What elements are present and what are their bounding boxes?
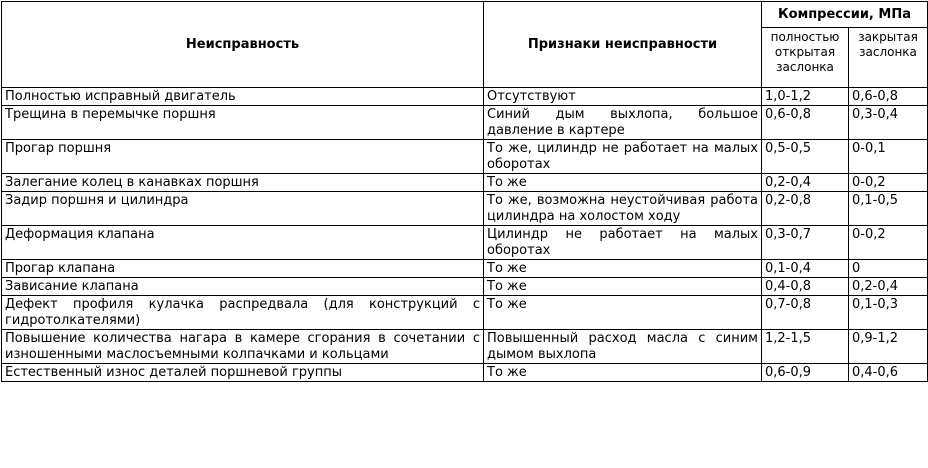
open-cell: 0,1-0,4 xyxy=(762,260,849,278)
table-row xyxy=(2,174,928,192)
closed-cell: 0,9-1,2 xyxy=(849,330,928,364)
signs-cell: То же xyxy=(484,364,762,382)
closed-cell: 0,4-0,6 xyxy=(849,364,928,382)
signs-cell: То же xyxy=(484,278,762,296)
signs-cell: То же, возможна неустойчивая работа цилиндра на холостом ходу xyxy=(484,192,762,226)
fault-cell: Зависание клапана xyxy=(2,278,484,296)
open-cell: 0,5-0,5 xyxy=(762,140,849,174)
open-cell: 0,3-0,7 xyxy=(762,226,849,260)
table-row xyxy=(2,296,928,330)
compression-table xyxy=(1,1,928,382)
closed-cell: 0,2-0,4 xyxy=(849,278,928,296)
signs-cell: То же xyxy=(484,260,762,278)
fault-cell: Задир поршня и цилиндра xyxy=(2,192,484,226)
table-row xyxy=(2,330,928,364)
table-row xyxy=(2,140,928,174)
fault-cell: Прогар клапана xyxy=(2,260,484,278)
fault-cell: Залегание колец в канавках поршня xyxy=(2,174,484,192)
table-row xyxy=(2,260,928,278)
open-cell: 0,6-0,8 xyxy=(762,106,849,140)
fault-cell: Дефект профиля кулачка распредвала (для конструкций с гидротолкателями) xyxy=(2,296,484,330)
open-cell: 0,2-0,8 xyxy=(762,192,849,226)
closed-cell: 0 xyxy=(849,260,928,278)
fault-cell: Полностью исправный двигатель xyxy=(2,88,484,106)
table-row xyxy=(2,226,928,260)
fault-cell: Трещина в перемычке поршня xyxy=(2,106,484,140)
signs-cell: Отсутствуют xyxy=(484,88,762,106)
open-cell: 1,2-1,5 xyxy=(762,330,849,364)
table-row xyxy=(2,106,928,140)
fault-cell: Естественный износ деталей поршневой группы xyxy=(2,364,484,382)
closed-cell: 0-0,2 xyxy=(849,226,928,260)
closed-cell: 0-0,1 xyxy=(849,140,928,174)
open-cell: 0,2-0,4 xyxy=(762,174,849,192)
table-row xyxy=(2,278,928,296)
table-row xyxy=(2,192,928,226)
header-signs: Признаки неисправности xyxy=(484,2,762,88)
open-cell: 0,7-0,8 xyxy=(762,296,849,330)
open-cell: 1,0-1,2 xyxy=(762,88,849,106)
fault-cell: Прогар поршня xyxy=(2,140,484,174)
header-compression: Компрессии, МПа xyxy=(762,2,928,28)
closed-cell: 0,3-0,4 xyxy=(849,106,928,140)
header-fault: Неисправность xyxy=(2,2,484,88)
header-open-throttle: полностью открытая заслонка xyxy=(762,28,849,88)
signs-cell: Повышенный расход масла с синим дымом выхлопа xyxy=(484,330,762,364)
table-row xyxy=(2,88,928,106)
table-body xyxy=(2,88,928,382)
fault-cell: Повышение количества нагара в камере сгорания в сочетании с изношенными маслосъемными колпачками и кольцами xyxy=(2,330,484,364)
fault-cell: Деформация клапана xyxy=(2,226,484,260)
open-cell: 0,6-0,9 xyxy=(762,364,849,382)
open-cell: 0,4-0,8 xyxy=(762,278,849,296)
signs-cell: То же xyxy=(484,296,762,330)
closed-cell: 0,6-0,8 xyxy=(849,88,928,106)
header-closed-throttle: закрытая заслонка xyxy=(849,28,928,88)
closed-cell: 0,1-0,3 xyxy=(849,296,928,330)
signs-cell: Цилиндр не работает на малых оборотах xyxy=(484,226,762,260)
signs-cell: Синий дым выхлопа, большое давление в картере xyxy=(484,106,762,140)
table-row xyxy=(2,364,928,382)
signs-cell: То же xyxy=(484,174,762,192)
closed-cell: 0,1-0,5 xyxy=(849,192,928,226)
signs-cell: То же, цилиндр не работает на малых оборотах xyxy=(484,140,762,174)
closed-cell: 0-0,2 xyxy=(849,174,928,192)
